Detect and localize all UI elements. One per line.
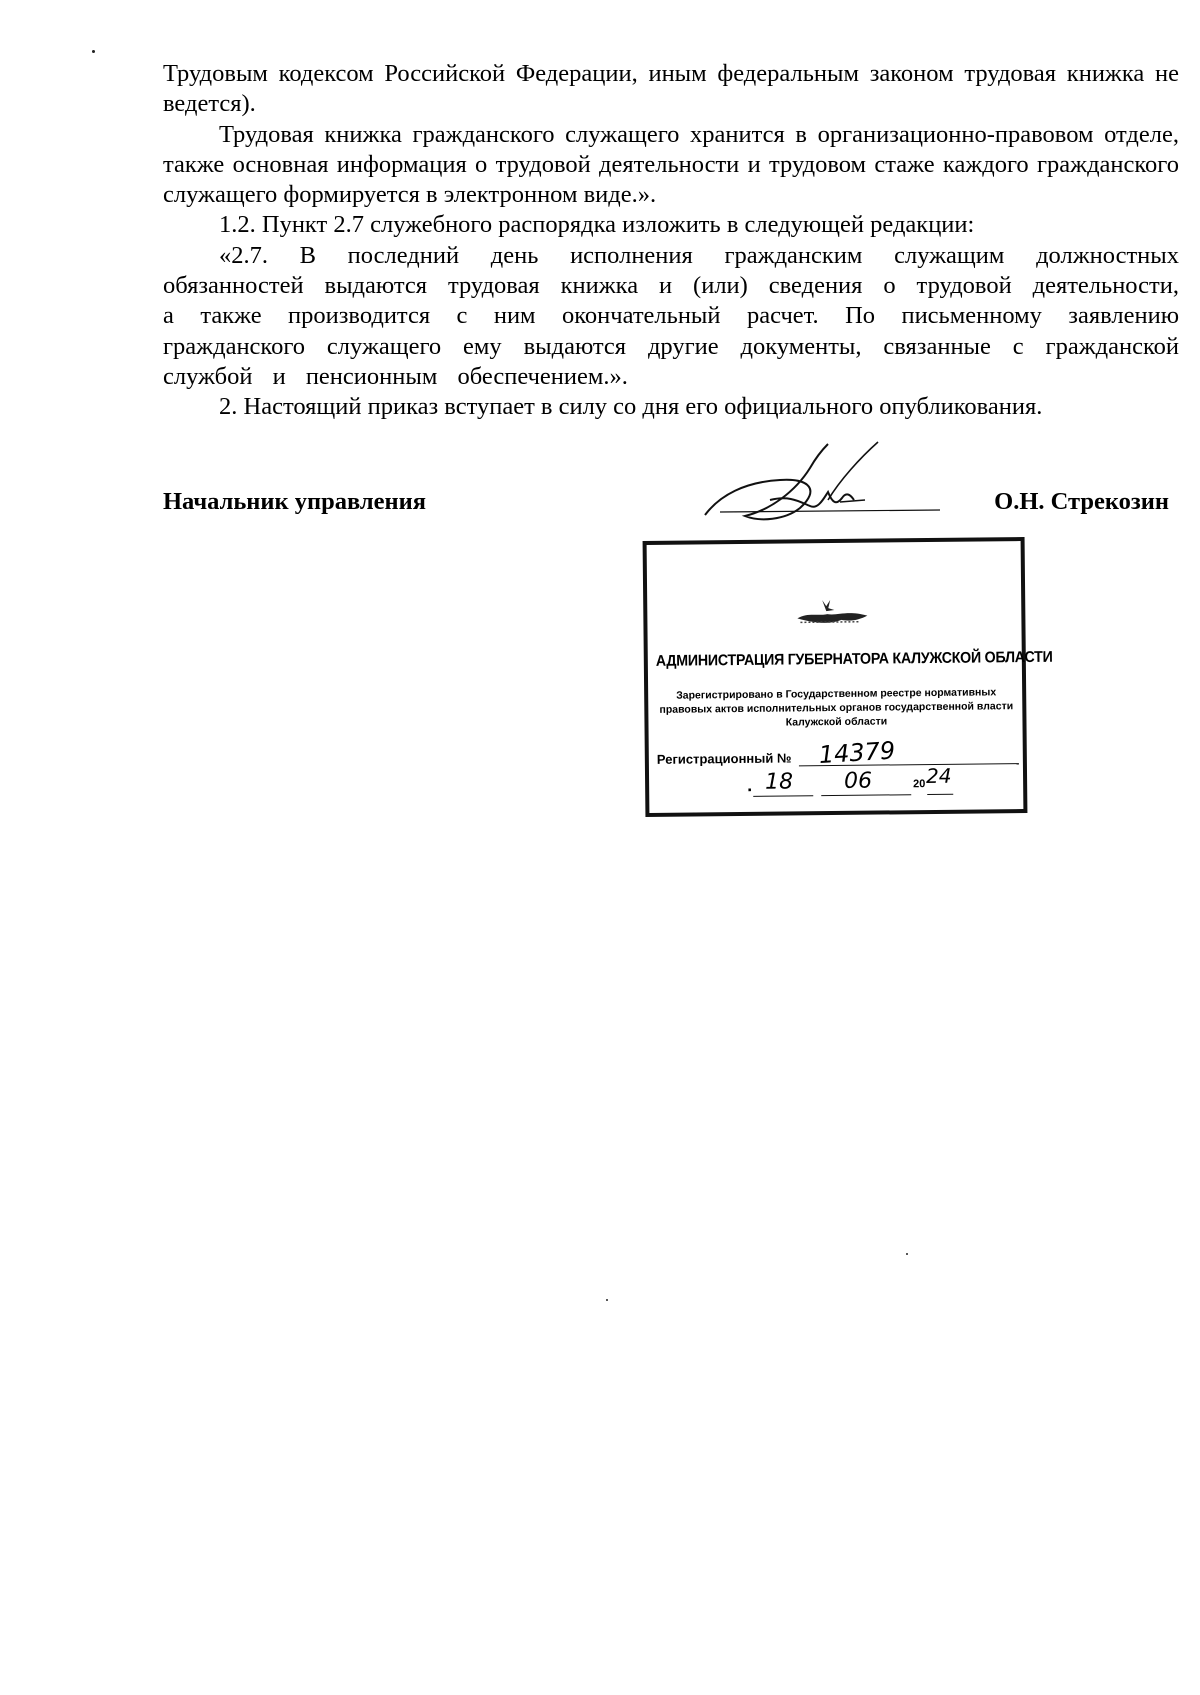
stamp-registration-note: Зарегистрировано в Государственном реестре нормативных правовых актов исполнительных органов государственной власти Калужской области (659, 686, 1014, 729)
body-text (163, 59, 1179, 423)
stamp-date-month-line (821, 794, 911, 796)
stamp-date-year-suffix: 24 (925, 763, 952, 789)
scan-speck (606, 1299, 608, 1301)
paragraph-item-2-7: «2.7. В последний день исполнения гражданским служащим должностных обязанностей выдаются трудовая книжка и (или) сведения о трудовой деятельности, а также производится с ним окончательный расчет. По письменному заявлению гражданского служащего ему выдаются другие документы, связанные с гражданской службой и пенсионным обеспечением.». (163, 241, 1179, 390)
stamp-registration-number: 14379 (817, 736, 896, 770)
stamp-date-month: 06 (843, 768, 873, 794)
paragraph-item-1-2: 1.2. Пункт 2.7 служебного распорядка изложить в следующей редакции: (219, 211, 975, 239)
scan-speck (92, 50, 95, 53)
stamp-date-year-prefix: 20 (913, 778, 926, 791)
stamp-date-dot: · (747, 779, 754, 800)
registration-stamp (643, 537, 1053, 817)
stamp-organization: АДМИНИСТРАЦИЯ ГУБЕРНАТОРА КАЛУЖСКОЙ ОБЛАСТИ (655, 648, 1053, 670)
scan-speck (906, 1253, 908, 1255)
signer-position: Начальник управления (163, 488, 427, 515)
stamp-date-year-line (927, 794, 953, 795)
stamp-date-day: 18 (764, 769, 794, 795)
stamp-date-day-line (753, 795, 813, 797)
paragraph-item-2: 2. Настоящий приказ вступает в силу со дня его официального опубликования. (219, 393, 1043, 421)
paragraph-work-book-storage: Трудовая книжка гражданского служащего хранится в организационно-правовом отделе, также основная информация о трудовой деятельности и трудовом стаже каждого гражданского служащего формируется в электронном виде.». (163, 120, 1179, 209)
stamp-registration-label: Регистрационный № (656, 750, 792, 767)
handwritten-signature (700, 440, 950, 530)
signer-name: О.Н. Стрекозин (994, 488, 1169, 515)
coat-of-arms-icon (792, 598, 872, 629)
paragraph-continuation: Трудовым кодексом Российской Федерации, иным федеральным законом трудовая книжка не ведется). (163, 60, 1179, 118)
